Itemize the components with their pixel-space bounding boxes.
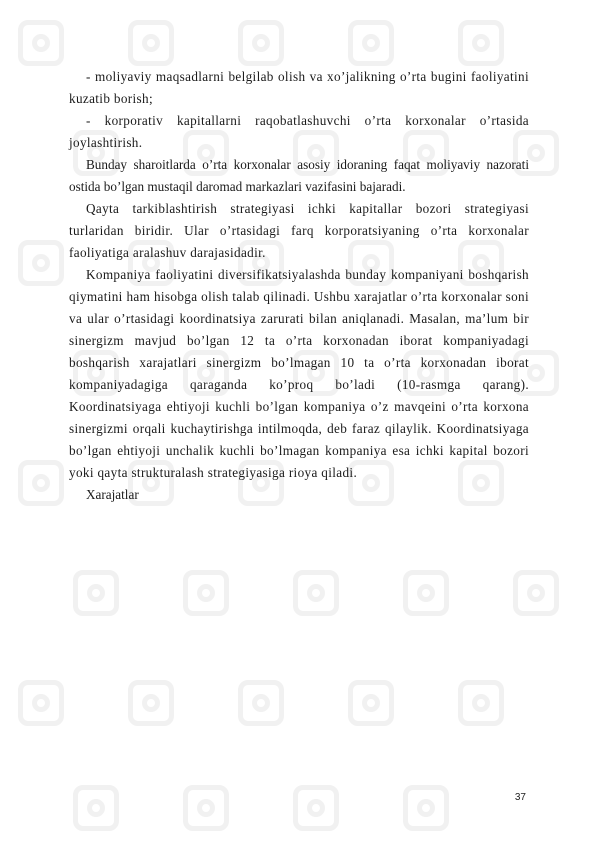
watermark-logo: [458, 20, 504, 66]
watermark-logo: [238, 20, 284, 66]
list-item-capital-allocation: - korporativ kapitallarni raqobatlashuvchi o’rta korxonalar o’rtasida joylashtirish.: [69, 113, 529, 150]
watermark-logo: [73, 570, 119, 616]
watermark-logo: [128, 20, 174, 66]
watermark-logo: [348, 20, 394, 66]
watermark-logo: [458, 680, 504, 726]
watermark-logo: [513, 570, 559, 616]
watermark-logo: [73, 785, 119, 831]
watermark-logo: [293, 785, 339, 831]
paragraph-conditions: Bunday sharoitlarda o’rta korxonalar asosiy idoraning faqat moliyaviy nazorati ostida bo’lgan mustaqil daromad markazlari vazifasini bajaradi.: [69, 157, 529, 194]
paragraph-costs-heading: Xarajatlar: [86, 487, 139, 502]
watermark-logo: [348, 680, 394, 726]
watermark-logo: [238, 680, 284, 726]
list-item-financial-goals: - moliyaviy maqsadlarni belgilab olish va xo’jalikning o’rta bugini faoliyatini kuzatib borish;: [69, 69, 529, 106]
watermark-logo: [183, 570, 229, 616]
watermark-logo: [128, 680, 174, 726]
paragraph-restructuring: Qayta tarkiblashtirish strategiyasi ichki kapitallar bozori strategiyasi turlaridan biridir. Ular o’rtasidagi farq korporatsiyaning o’rta korxonalar faoliyatiga aralashuv darajasidadir.: [69, 201, 529, 260]
document-body: [69, 66, 529, 506]
watermark-logo: [18, 680, 64, 726]
watermark-logo: [18, 20, 64, 66]
page-number: 37: [514, 792, 526, 803]
watermark-logo: [403, 785, 449, 831]
watermark-logo: [183, 785, 229, 831]
watermark-logo: [403, 570, 449, 616]
paragraph-diversification: Kompaniya faoliyatini diversifikatsiyalashda bunday kompaniyani boshqarish qiymatini ham hisobga olish talab qilinadi. Ushbu xarajatlar o’rta korxonalar soni va ular o’rtasidagi koordinatsiya zarurati bilan aniqlanadi. Masalan, ma’lum bir sinergizm mavjud bo’lgan 12 ta o’rta korxonadan iborat kompaniyadagi boshqarish xarajatlari sinergizm bo’lmagan 10 ta o’rta korxonadan iborat kompaniyadagiga qaraganda ko’proq bo’ladi (10-rasmga qarang). Koordinatsiyaga ehtiyoji kuchli bo’lgan kompaniya o’z mavqeini o’rta korxona sinergizmi orqali kuchaytirishga intilmoqda, deb faraz qilaylik. Koordinatsiyaga bo’lgan ehtiyoji unchalik kuchli bo’lmagan kompaniya esa ichki kapital bozori yoki qayta strukturalash strategiyasiga rioya qiladi.: [69, 267, 529, 480]
watermark-logo: [293, 570, 339, 616]
watermark-logo: [18, 240, 64, 286]
watermark-logo: [18, 460, 64, 506]
